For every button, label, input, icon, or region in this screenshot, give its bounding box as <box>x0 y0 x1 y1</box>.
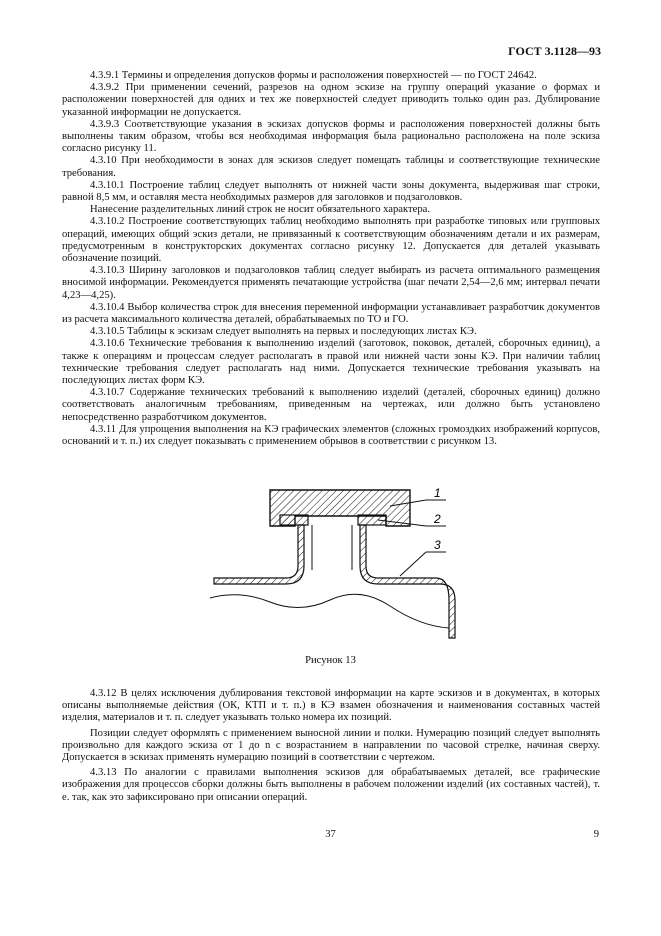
position-label-2: 2 <box>434 512 441 526</box>
position-label-3: 3 <box>434 538 441 552</box>
paragraph: 4.3.11 Для упрощения выполнения на КЭ графических элементов (сложных громоздких изображений корпусов, оснований и т. п.) их следует показывать с применением обрывов в соответствии с рисунком 13. <box>62 423 600 448</box>
paragraph: 4.3.9.3 Соответствующие указания в эскизах допусков формы и расположения поверхностей должны быть выполнены таким образом, чтобы вся необходимая информация была рационально расположена на поле эскиза согласно рисунку 11. <box>62 118 600 155</box>
standard-header: ГОСТ 3.1128—93 <box>508 44 601 58</box>
gasket-left <box>280 515 308 525</box>
paragraph: 4.3.12 В целях исключения дублирования текстовой информации на карте эскизов и в документах, в которых описаны выполняемые действия (ОК, КТП и т. п.) в КЭ взамен обозначения и наименования составных частей изделия, материалов и т. п. следует указывать только номера их позиций. <box>62 688 600 724</box>
main-text-continued <box>62 688 600 804</box>
paragraph: 4.3.10.5 Таблицы к эскизам следует выполнять на первых и последующих листах КЭ. <box>90 326 477 338</box>
figure-13-drawing <box>200 478 480 648</box>
page-number: 37 <box>325 829 336 840</box>
paragraph: 4.3.13 По аналогии с правилами выполнения эскизов для обрабатываемых деталей, все графические изображения для процессов сборки должны быть выполнены в рабочем положении изделий (их составных частей), т. е. так, как это зафиксировано при описании операций. <box>62 767 600 803</box>
paragraph: 4.3.10.4 Выбор количества строк для внесения переменной информации устанавливает разработчик документов из расчета максимального количества деталей, обрабатываемых по ТО и ГО. <box>62 301 600 326</box>
paragraph: 4.3.10.2 Построение соответствующих таблиц необходимо выполнять при разработке типовых или групповых операций, имеющих общий эскиз детали, не привязанный к соответствующим обозначениям детали и их размерам, предусмотренным в конструкторских документах согласно рисунку 12. Допускается для деталей указывать обозначение позиций. <box>62 216 600 265</box>
break-line <box>210 594 449 628</box>
housing-wall <box>214 525 304 584</box>
paragraph: 4.3.10.1 Построение таблиц следует выполнять от нижней части зоны документа, выдерживая шаг строки, равной 8,5 мм, и оставляя места необходимых размеров для заголовков и подзаголовков. <box>62 179 600 204</box>
main-text <box>62 70 600 448</box>
paragraph: 4.3.10.6 Технические требования к выполнению изделий (заготовок, поковок, деталей, сборочных единиц), а также к операциям и процессам следует располагать в правой или нижней части зоны КЭ. При наличии таблиц технические требования следует располагать над ними. Допускается технические требования указывать на последующих листах форм КЭ. <box>62 338 600 387</box>
paragraph: Нанесение разделительных линий строк не носит обязательного характера. <box>90 204 430 216</box>
housing-wall-right <box>360 525 455 638</box>
paragraph: 4.3.9.1 Термины и определения допусков формы и расположения поверхностей — по ГОСТ 24642. <box>90 70 537 81</box>
sheet-number: 9 <box>593 829 599 840</box>
position-label-1: 1 <box>434 486 441 500</box>
paragraph: 4.3.10.7 Содержание технических требований к выполнению изделий (деталей, сборочных единиц) должно соответствовать аналогичным требованиям, приведенным на чертежах, или должно быть установлено непосредственно разработчиком документов. <box>62 387 600 423</box>
paragraph: 4.3.10.3 Ширину заголовков и подзаголовков таблиц следует выбирать из расчета оптимального размещения вносимой информации. Рекомендуется применять печатающие устройства (шаг печати 2,54—2,6 мм; интервал печати 4,23—4,25). <box>62 265 600 301</box>
paragraph: 4.3.10 При необходимости в зонах для эскизов следует помещать таблицы и соответствующие технические требования. <box>62 155 600 179</box>
paragraph: Позиции следует оформлять с применением выносной линии и полки. Нумерацию позиций следует выполнять произвольно для каждого эскиза от 1 до n с возрастанием в направлении по часовой стрелке, начиная сверху. Допускается в эскизах применять нумерацию позиций в соответствии с чертежом. <box>62 727 600 764</box>
paragraph: 4.3.9.2 При применении сечений, разрезов на одном эскизе на группу операций указание о формах и расположении поверхностей для одних и тех же поверхностей следует приводить только один раз. Дублирование указанной информации не допускается. <box>62 82 600 118</box>
figure-caption: Рисунок 13 <box>305 655 356 666</box>
